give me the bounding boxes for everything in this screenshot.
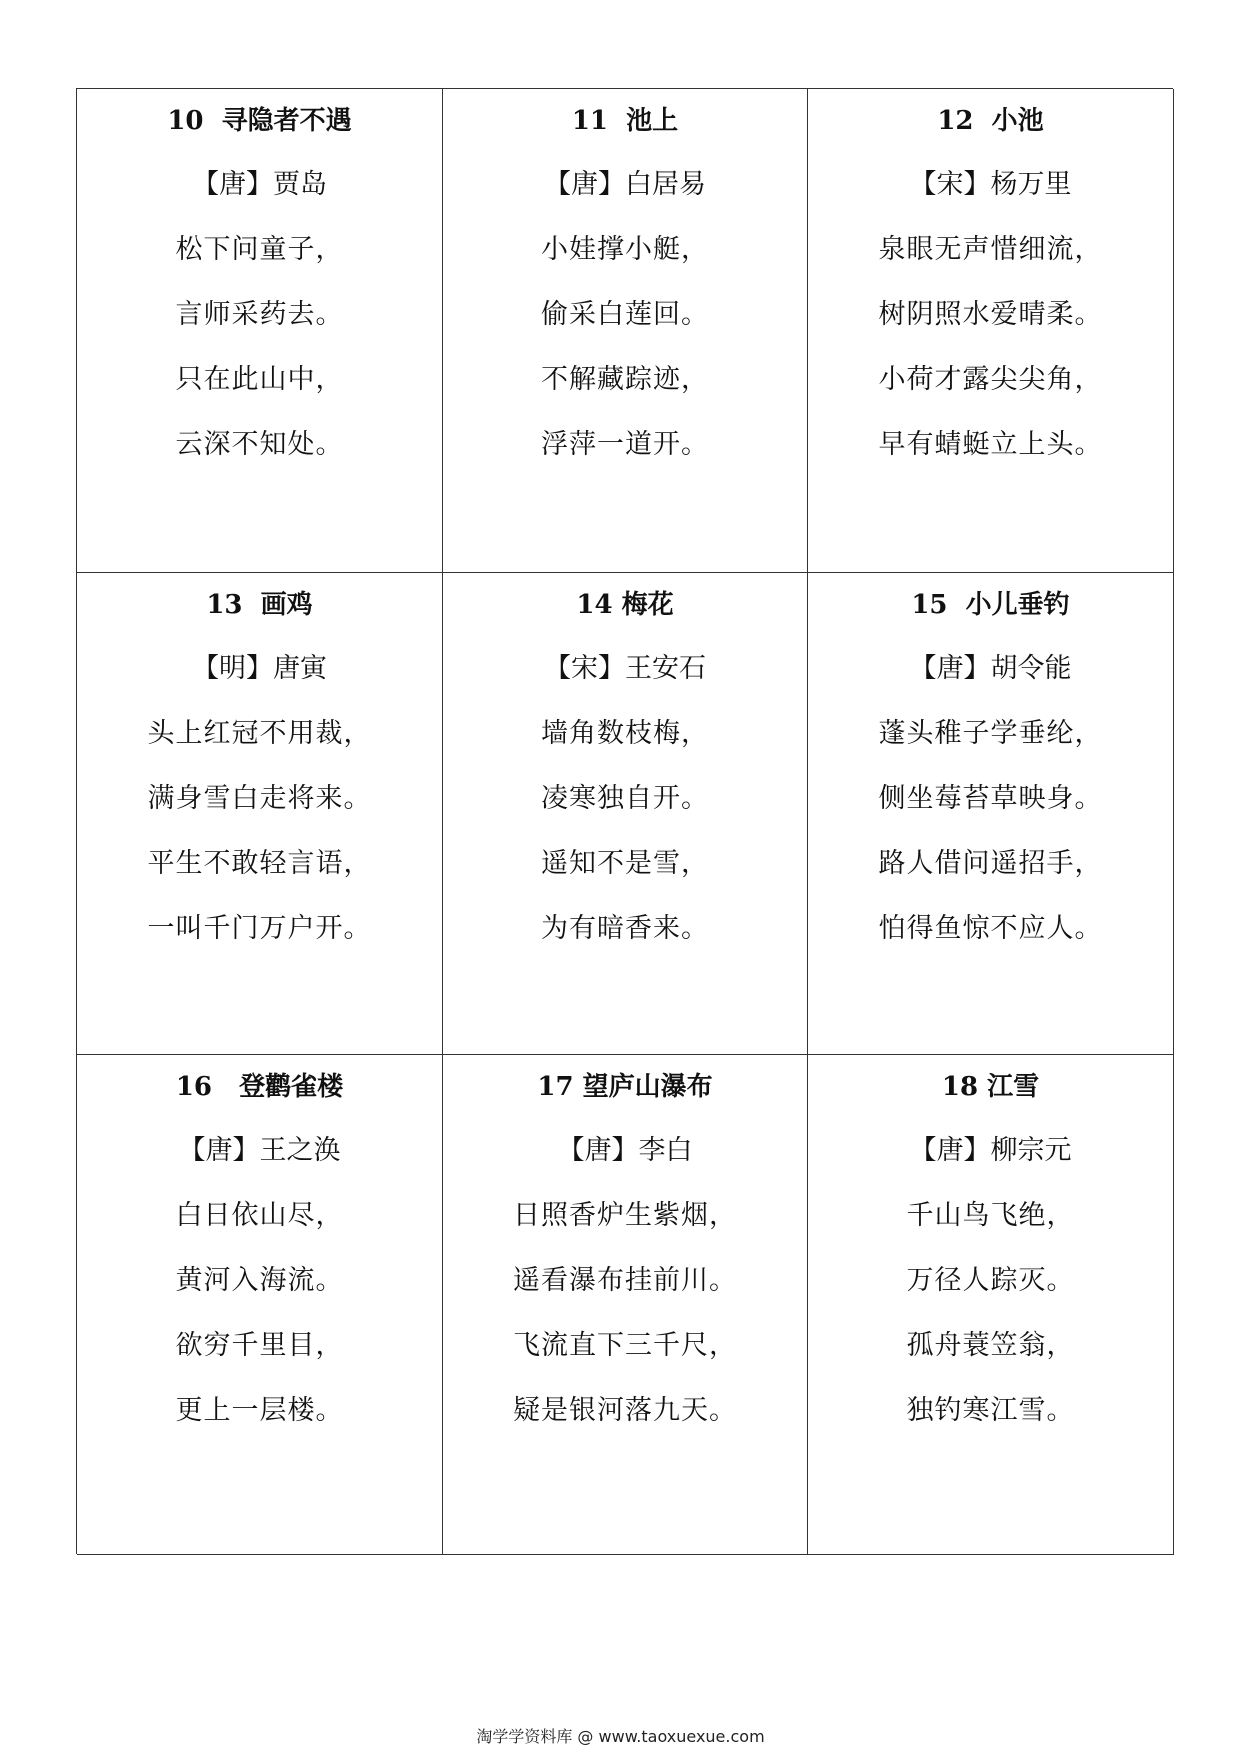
poem-card	[808, 573, 1174, 1055]
poem-card	[77, 1055, 443, 1555]
poem-card	[808, 1055, 1174, 1555]
poem-title: 10 寻隐者不遇	[167, 106, 352, 136]
poem-lines	[148, 718, 372, 978]
poem-line: 更上一层楼。	[175, 1395, 344, 1426]
poem-card	[443, 89, 808, 573]
poem-line: 小娃撑小艇，	[541, 234, 709, 265]
poem-line: 欲穷千里目，	[175, 1330, 344, 1361]
poem-line: 平生不敢轻言语，	[147, 848, 372, 879]
poem-line: 言师采药去。	[175, 299, 344, 330]
poem-title: 13 画鸡	[206, 590, 313, 620]
footer-watermark: 淘学学资料库 @ www.taoxuexue.com	[476, 1727, 765, 1746]
poem-author: 【唐】王之涣	[178, 1135, 341, 1166]
poem-lines	[176, 234, 344, 494]
poem-line: 不解藏踪迹，	[541, 364, 709, 395]
poem-title: 11 池上	[571, 106, 679, 136]
poem-line: 黄河入海流。	[175, 1265, 344, 1296]
poem-card	[443, 573, 808, 1055]
poem-author: 【唐】贾岛	[192, 169, 327, 200]
poem-title: 18 江雪	[941, 1072, 1040, 1102]
poem-table	[76, 88, 1173, 1554]
poem-author: 【唐】胡令能	[909, 653, 1072, 684]
poem-line: 路人借问遥招手，	[878, 848, 1103, 879]
poem-title: 15 小儿垂钓	[911, 590, 1070, 620]
poem-lines	[176, 1200, 344, 1460]
poem-lines	[879, 234, 1103, 494]
poem-lines	[879, 718, 1103, 978]
poem-line: 墙角数枝梅，	[541, 718, 709, 749]
poem-lines	[907, 1200, 1075, 1460]
poem-title: 14 梅花	[576, 590, 674, 620]
poem-title: 17 望庐山瀑布	[537, 1072, 713, 1102]
poem-line: 泉眼无声惜细流，	[878, 234, 1103, 265]
poem-title: 16 登鹳雀楼	[175, 1072, 344, 1102]
poem-line: 松下问童子，	[175, 234, 344, 265]
poem-card	[808, 89, 1174, 573]
poem-line: 云深不知处。	[175, 429, 344, 460]
poem-line: 遥知不是雪，	[541, 848, 709, 879]
poem-line: 只在此山中，	[175, 364, 344, 395]
poem-line: 千山鸟飞绝，	[906, 1200, 1075, 1231]
poem-card	[77, 89, 443, 573]
poem-line: 日照香炉生紫烟，	[513, 1200, 737, 1231]
poem-author: 【宋】王安石	[544, 653, 706, 684]
poem-card	[77, 573, 443, 1055]
poem-line: 疑是银河落九天。	[513, 1395, 737, 1426]
poem-line: 满身雪白走将来。	[147, 783, 372, 814]
poem-line: 怕得鱼惊不应人。	[878, 913, 1103, 944]
poem-line: 早有蜻蜓立上头。	[878, 429, 1103, 460]
poem-line: 遥看瀑布挂前川。	[513, 1265, 737, 1296]
poem-line: 飞流直下三千尺，	[513, 1330, 737, 1361]
poem-line: 一叫千门万户开。	[147, 913, 372, 944]
poem-line: 万径人踪灭。	[906, 1265, 1075, 1296]
poem-line: 小荷才露尖尖角，	[878, 364, 1103, 395]
poem-lines	[513, 1200, 737, 1460]
poem-line: 为有暗香来。	[541, 913, 709, 944]
poem-line: 头上红冠不用裁，	[147, 718, 372, 749]
poem-author: 【唐】李白	[557, 1135, 693, 1166]
poem-line: 浮萍一道开。	[541, 429, 709, 460]
poem-line: 侧坐莓苔草映身。	[878, 783, 1103, 814]
poem-line: 孤舟蓑笠翁，	[906, 1330, 1075, 1361]
poem-author: 【唐】柳宗元	[909, 1135, 1072, 1166]
poem-lines	[541, 718, 709, 978]
poem-card	[443, 1055, 808, 1555]
poem-line: 树阴照水爱晴柔。	[878, 299, 1103, 330]
poem-line: 独钓寒江雪。	[906, 1395, 1075, 1426]
poem-author: 【宋】杨万里	[909, 169, 1072, 200]
poem-line: 蓬头稚子学垂纶，	[878, 718, 1103, 749]
poem-author: 【唐】白居易	[544, 169, 706, 200]
poem-line: 白日依山尽，	[175, 1200, 344, 1231]
poem-lines	[541, 234, 709, 494]
poem-title: 12 小池	[937, 106, 1044, 136]
poem-author: 【明】唐寅	[192, 653, 327, 684]
poem-line: 偷采白莲回。	[541, 299, 709, 330]
poem-line: 凌寒独自开。	[541, 783, 709, 814]
